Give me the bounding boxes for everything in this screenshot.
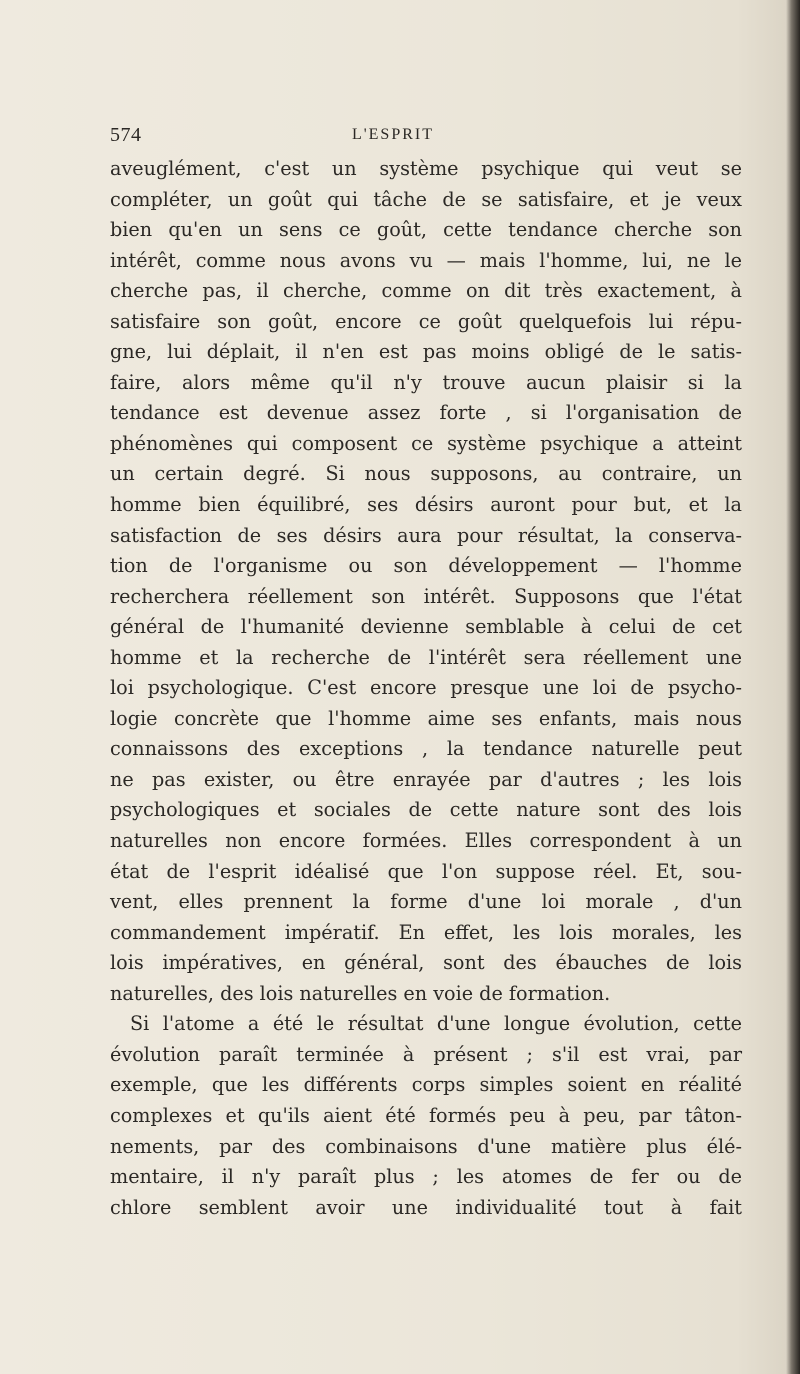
text-line: cherche pas, il cherche, comme on dit très exactement, à <box>110 279 742 303</box>
text-line: loi psychologique. C'est encore presque une loi de psycho- <box>110 676 742 700</box>
page-header <box>110 124 750 154</box>
text-line: commandement impératif. En effet, les lois morales, les <box>110 920 742 944</box>
running-title: L'ESPRIT <box>352 126 434 143</box>
text-line: satisfaire son goût, encore ce goût quelquefois lui répu- <box>110 309 742 333</box>
text-line: tendance est devenue assez forte , si l'organisation de <box>110 401 742 425</box>
text-line: complexes et qu'ils aient été formés peu à peu, par tâton- <box>110 1103 742 1127</box>
text-line: nements, par des combinaisons d'une matière plus élé- <box>110 1134 742 1158</box>
text-line: Si l'atome a été le résultat d'une longue évolution, cette <box>130 1012 742 1036</box>
body-text <box>110 154 742 1223</box>
text-line: satisfaction de ses désirs aura pour résultat, la conserva- <box>110 523 742 547</box>
text-line: intérêt, comme nous avons vu — mais l'homme, lui, ne le <box>110 248 742 272</box>
text-line: chlore semblent avoir une individualité tout à fait <box>110 1195 742 1219</box>
text-line: compléter, un goût qui tâche de se satisfaire, et je veux <box>110 187 742 211</box>
text-line: gne, lui déplait, il n'en est pas moins obligé de le satis- <box>110 340 742 364</box>
text-line: exemple, que les différents corps simples soient en réalité <box>110 1073 742 1097</box>
text-line: général de l'humanité devienne semblable à celui de cet <box>110 615 742 639</box>
text-line: évolution paraît terminée à présent ; s'il est vrai, par <box>110 1042 742 1066</box>
text-line: psychologiques et sociales de cette nature sont des lois <box>110 798 742 822</box>
text-line: phénomènes qui composent ce système psychique a atteint <box>110 431 742 455</box>
text-line: logie concrète que l'homme aime ses enfants, mais nous <box>110 706 742 730</box>
text-line: bien qu'en un sens ce goût, cette tendance cherche son <box>110 218 742 242</box>
text-line: naturelles, des lois naturelles en voie de formation. <box>110 981 611 1005</box>
text-line: lois impératives, en général, sont des ébauches de lois <box>110 951 742 975</box>
text-line: recherchera réellement son intérêt. Supposons que l'état <box>110 584 742 608</box>
text-line: tion de l'organisme ou son développement — l'homme <box>110 554 742 578</box>
text-line: naturelles non encore formées. Elles correspondent à un <box>110 829 742 853</box>
text-line: faire, alors même qu'il n'y trouve aucun plaisir si la <box>110 370 742 394</box>
text-line: mentaire, il n'y paraît plus ; les atomes de fer ou de <box>110 1165 742 1189</box>
page-number: 574 <box>110 124 142 146</box>
text-line: homme bien équilibré, ses désirs auront pour but, et la <box>110 493 742 517</box>
text-line: connaissons des exceptions , la tendance naturelle peut <box>110 737 742 761</box>
text-line: état de l'esprit idéalisé que l'on suppose réel. Et, sou- <box>110 859 742 883</box>
text-line: aveuglément, c'est un système psychique qui veut se <box>110 157 742 180</box>
text-line: vent, elles prennent la forme d'une loi morale , d'un <box>110 890 742 914</box>
text-line: ne pas exister, ou être enrayée par d'autres ; les lois <box>110 767 742 791</box>
page-edge-shadow <box>786 0 800 1374</box>
text-line: un certain degré. Si nous supposons, au contraire, un <box>110 462 742 486</box>
text-line: homme et la recherche de l'intérêt sera réellement une <box>110 645 742 669</box>
